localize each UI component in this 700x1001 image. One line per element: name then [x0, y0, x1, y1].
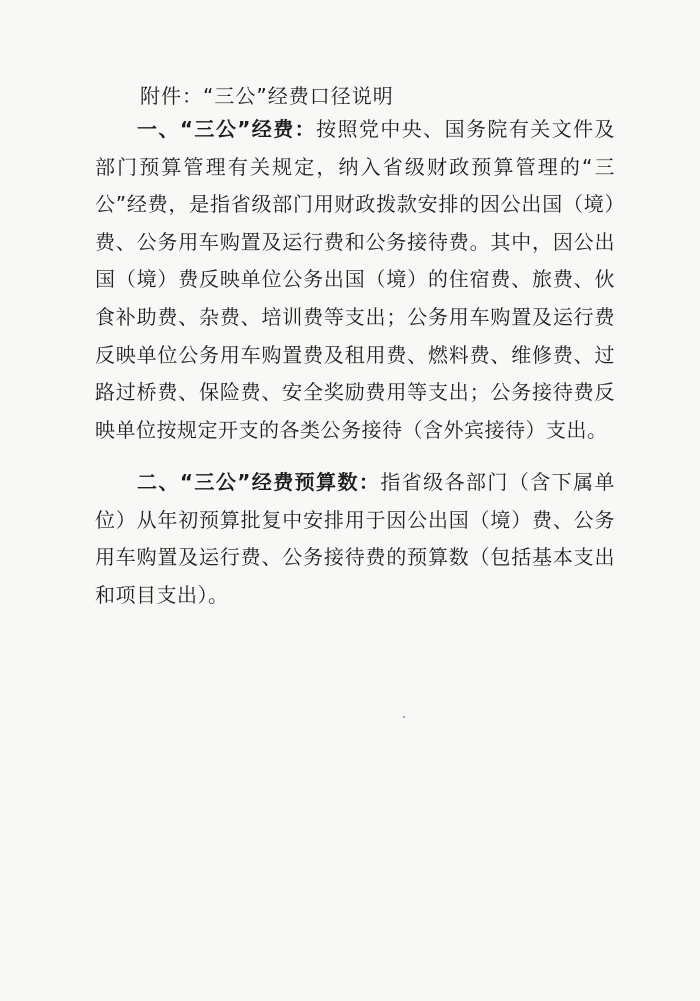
paragraph-budget-definition: [95, 464, 615, 614]
paragraph-body: 指省级各部门（含下属单位）从年初预算批复中安排用于因公出国（境）费、公务用车购置及运行费、公务接待费的预算数（包括基本支出和项目支出）。: [95, 470, 615, 607]
paragraph-lead: 二、“三公”经费预算数：: [137, 470, 381, 494]
paragraph-sangong-definition: [95, 111, 615, 449]
paragraph-body: 按照党中央、国务院有关文件及部门预算管理有关规定，纳入省级财政预算管理的“三公”经费，是指省级部门用财政拨款安排的因公出国（境）费、公务用车购置及运行费和公务接待费。其中，因公出国（境）费反映单位公务出国（境）的住宿费、旅费、伙食补助费、杂费、培训费等支出；公务用车购置及运行费反映单位公务用车购置费及租用费、燃料费、维修费、过路过桥费、保险费、安全奖励费用等支出；公务接待费反映单位按规定开支的各类公务接待（含外宾接待）支出。: [95, 117, 616, 442]
document-heading: 附件：“三公”经费口径说明: [140, 84, 394, 108]
scan-speck: [403, 716, 405, 718]
paragraph-lead: 一、“三公”经费：: [137, 117, 317, 141]
